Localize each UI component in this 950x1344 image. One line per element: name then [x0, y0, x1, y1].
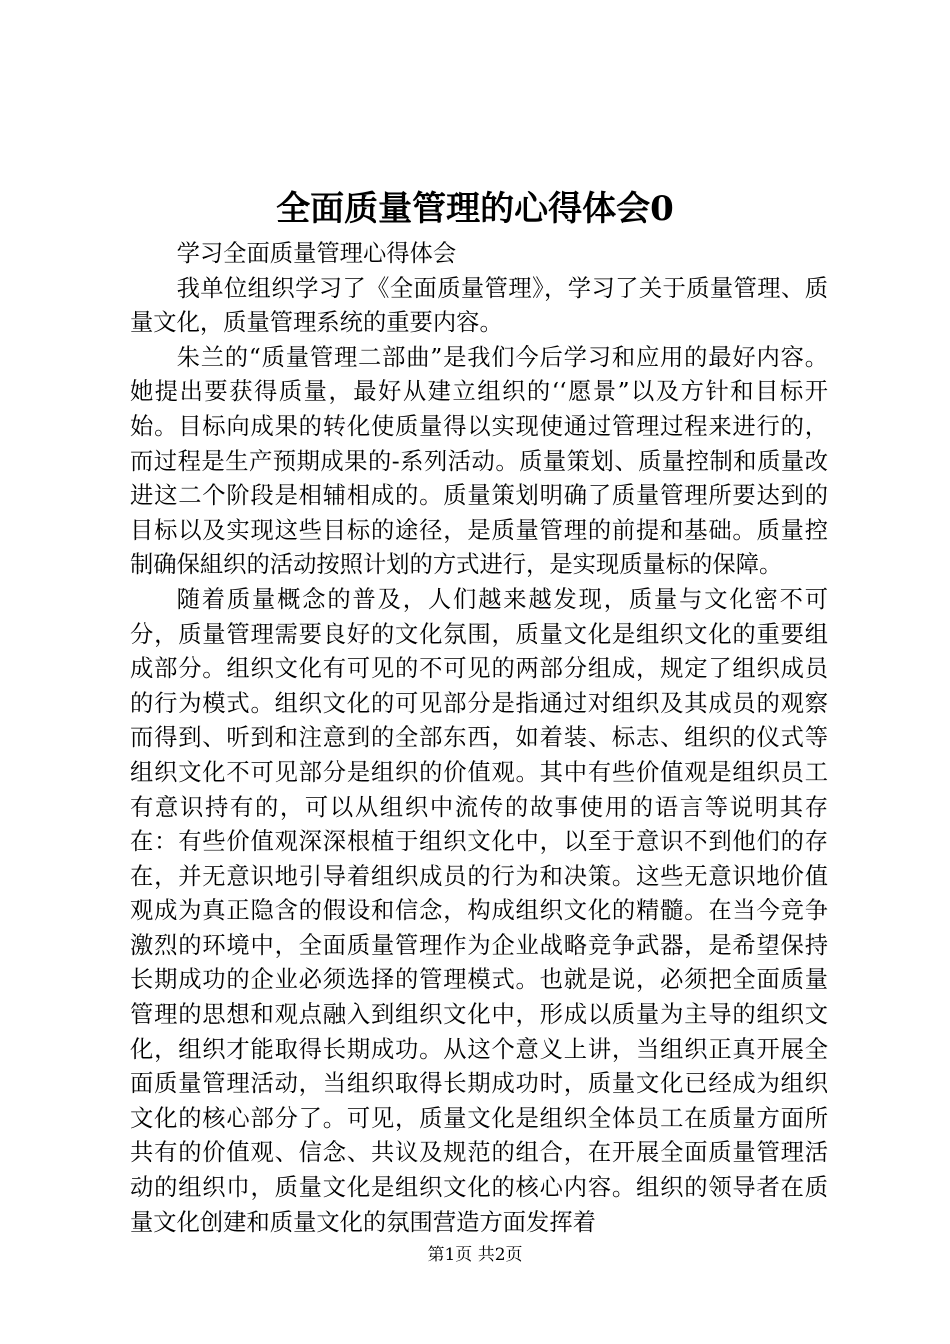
paragraph-juran-trilogy: 朱兰的“质量管理二部曲”是我们今后学习和应用的最好内容。她提出要获得质量，最好从建立组织的‘‘愿景”以及方针和目标开始。目标向成果的转化使质量得以实现使通过管理过程来进行的，而过程是生产预期成果的-系列活动。质量策划、质量控制和质量改进这二个阶段是相辅相成的。质量策划明确了质量管理所要达到的目标以及实现这些目标的途径，是质量管理的前提和基础。质量控制确保組织的活动按照计划的方式进行，是实现质量标的保障。 [130, 343, 828, 579]
document-title: 全面质量管理的心得体会0 [276, 189, 674, 229]
paragraph-subtitle: 学习全面质量管理心得体会 [176, 240, 457, 267]
paragraph-quality-culture: 随着质量概念的普及，人们越来越发现，质量与文化密不可分，质量管理需要良好的文化氛围，质量文化是组织文化的重要组成部分。组织文化有可见的不可见的两部分组成，规定了组织成员的行为模式。组织文化的可见部分是指通过对组织及其成员的观察而得到、听到和注意到的全部东西，如着装、标志、组织的仪式等组织文化不可见部分是组织的价值观。其中有些价值观是组织员工有意识持有的，可以从组织中流传的故事使用的语言等说明其存在：有些价值观深深根植于组织文化中，以至于意识不到他们的存在，并无意识地引导着组织成员的行为和决策。这些无意识地价值观成为真正隐含的假设和信念，构成组织文化的精髓。在当今竞争激烈的环境中，全面质量管理作为企业战略竞争武器，是希望保持长期成功的企业必须选择的管理模式。也就是说，必须把全面质量管理的思想和观点融入到组织文化中，形成以质量为主导的组织文化，组织才能取得长期成功。从这个意义上讲，当组织正真开展全面质量管理活动，当组织取得长期成功时，质量文化已经成为组织文化的核心部分了。可见，质量文化是组织全体员工在质量方面所共有的价值观、信念、共议及规范的组合，在开展全面质量管理活动的组织巾，质量文化是组织文化的核心内容。组织的领导者在质量文化创建和质量文化的氛围营造方面发挥着 [130, 585, 828, 1236]
document-body [130, 237, 828, 1240]
paragraph-intro: 我单位组织学习了《全面质量管理》，学习了关于质量管理、质量文化，质量管理系统的重要内容。 [130, 274, 828, 337]
page-footer: 第1页 共2页 [427, 1245, 523, 1265]
